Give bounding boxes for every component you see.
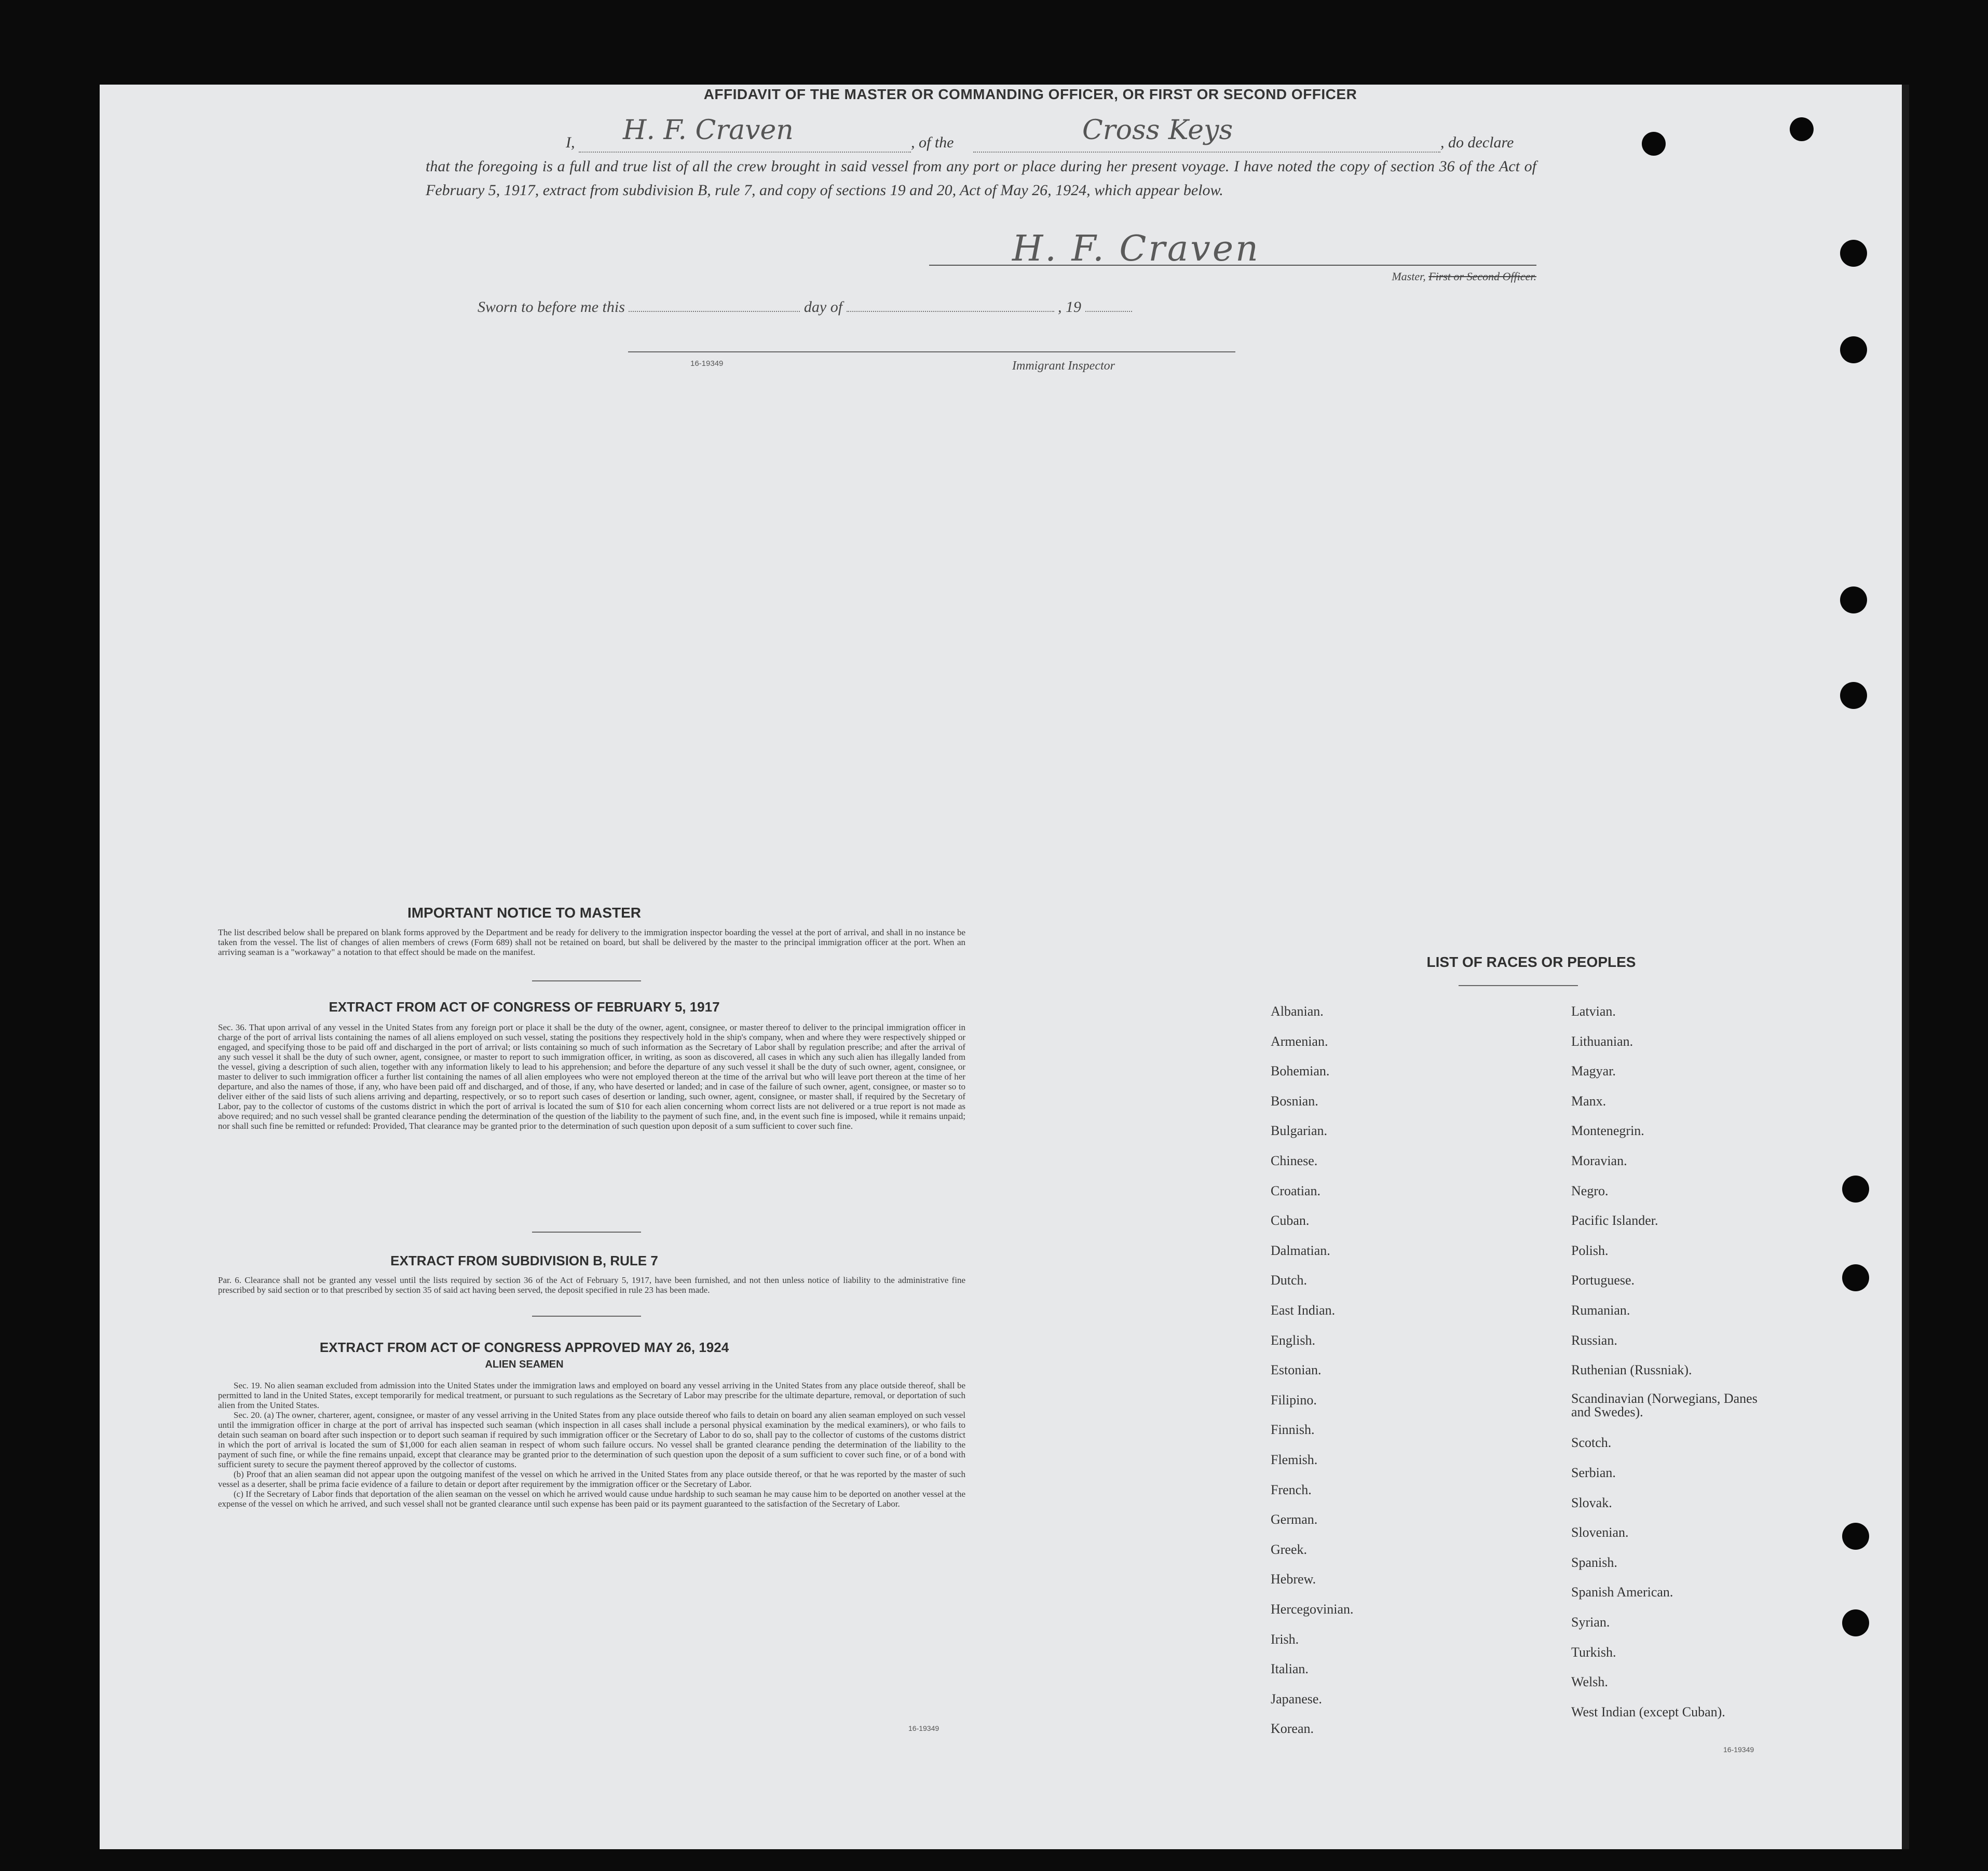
- race-item: Magyar.: [1571, 1063, 1616, 1079]
- race-item: Albanian.: [1271, 1004, 1324, 1019]
- races-heading: LIST OF RACES OR PEOPLES: [1426, 954, 1636, 970]
- sec-20c-text: (c) If the Secretary of Labor finds that deportation of the alien seaman on the vessel on which he arrived would cause undue hardship to such seaman he may cause him to be deported on another vessel at the expense of the vessel on which he arrived, and such vessel shall not be granted clearance until such expense has been paid or its payment guaranteed to the satisfaction of the Secretary of Labor.: [218, 1489, 965, 1509]
- form-number: 16-19349: [690, 359, 724, 368]
- race-item: Korean.: [1271, 1721, 1314, 1737]
- affidavit-lead: I,: [566, 134, 575, 151]
- race-item: Estonian.: [1271, 1362, 1322, 1378]
- race-item: Ruthenian (Russniak).: [1571, 1362, 1692, 1378]
- race-item: Scotch.: [1571, 1435, 1612, 1451]
- race-item: Hercegovinian.: [1271, 1602, 1354, 1617]
- race-item: East Indian.: [1271, 1303, 1336, 1318]
- sworn-day-field: [629, 297, 800, 312]
- notice-text: The list described below shall be prepared on blank forms approved by the Department and be ready for delivery to the immigration inspector boarding the vessel at the port of arrival, and shall in no instance be taken from the vessel. The list of changes of alien members of crews (Form 689) shall not be retained on board, but shall be delivered by the master to the principal immigration officer at the port. When an arriving seaman is a "workaway" a notation to that effect should be made on the manifest.: [218, 927, 965, 957]
- race-item: Croatian.: [1271, 1183, 1321, 1198]
- race-item: Bohemian.: [1271, 1063, 1330, 1079]
- punch-hole: [1840, 240, 1867, 267]
- race-item: Manx.: [1571, 1093, 1606, 1109]
- form-number: 16-19349: [1723, 1745, 1754, 1754]
- punch-hole: [1840, 586, 1867, 613]
- punch-hole: [1840, 682, 1867, 709]
- affidavit-title: AFFIDAVIT OF THE MASTER OR COMMANDING OFFICER, OR FIRST OR SECOND OFFICER: [703, 86, 1357, 102]
- race-item: German.: [1271, 1512, 1318, 1527]
- handwritten-vessel: Cross Keys: [1082, 115, 1233, 146]
- section-rule: [532, 1232, 641, 1233]
- form-number: 16-19349: [908, 1724, 939, 1732]
- race-item: English.: [1271, 1332, 1315, 1348]
- sec-19-text: Sec. 19. No alien seaman excluded from admission into the United States under the immigration laws and employed on board any vessel arriving in the United States from any place outside thereof, shall be permitted to land in the United States, except temporarily for medical treatment, or pursuant to such regulations as the Secretary of Labor may prescribe for the ultimate departure, removal, or deportation of such alien from the United States.: [218, 1381, 965, 1410]
- sworn-year-field: [1085, 297, 1132, 312]
- race-item: Scandinavian (Norwegians, Danes and Swedes).: [1571, 1390, 1758, 1419]
- race-item: Greek.: [1271, 1541, 1308, 1557]
- inspector-label: Immigrant Inspector: [1012, 359, 1115, 373]
- race-item: Irish.: [1271, 1631, 1299, 1647]
- race-item: Negro.: [1571, 1183, 1609, 1198]
- sworn-text-c: , 19: [1058, 298, 1082, 316]
- of-the-text: , of the: [911, 134, 954, 151]
- inspector-signature-line: [628, 351, 1235, 352]
- affidavit-paragraph: [426, 115, 1536, 202]
- punch-hole: [1842, 1523, 1869, 1550]
- race-item: Latvian.: [1571, 1004, 1616, 1019]
- punch-hole: [1840, 336, 1867, 363]
- extract-1924-subheading: ALIEN SEAMEN: [485, 1359, 564, 1370]
- race-item: Flemish.: [1271, 1452, 1318, 1467]
- sec-20b-text: (b) Proof that an alien seaman did not appear upon the outgoing manifest of the vessel on which he arrived in the United States from any place outside thereof, or that he was reported by the master of such vessel as a deserter, shall be prima facie evidence of a failure to detain or deport after requirement by the immigration officer or the Secretary of Labor.: [218, 1469, 965, 1489]
- punch-hole: [1842, 1176, 1869, 1203]
- race-item: Bosnian.: [1271, 1093, 1318, 1109]
- master-signature: H. F. Craven: [1012, 228, 1260, 269]
- race-item: Cuban.: [1271, 1213, 1310, 1228]
- sworn-month-field: [847, 297, 1054, 312]
- race-item: Portuguese.: [1571, 1273, 1635, 1288]
- race-item: Pacific Islander.: [1571, 1213, 1658, 1228]
- extract-1924-heading: EXTRACT FROM ACT OF CONGRESS APPROVED MAY 26, 1924: [319, 1340, 729, 1355]
- struck-officer-text: First or Second Officer.: [1428, 270, 1536, 283]
- race-item: Montenegrin.: [1571, 1123, 1644, 1139]
- extract-1917-text: Sec. 36. That upon arrival of any vessel in the United States from any foreign port or place it shall be the duty of the owner, agent, consignee, or master thereof to deliver to the principal immigration officer in charge of the port of arrival lists containing the names of all aliens employed on such vessel, stating the positions they respectively hold in the ship's company, when and where they were respectively shipped or engaged, and specifying those to be paid off and discharged in the port of arrival; or lists containing so much of such information as the Secretary of Labor shall by regulation prescribe; and after the arrival of any such vessel it shall be the duty of such owner, agent, consignee, or master to report to such immigration officer, in writing, as soon as discovered, all cases in which any such alien has illegally landed from the vessel, giving a description of such alien, together with any information likely to lead to his apprehension; and before the departure of any such vessel it shall be the duty of such owner, agent, consignee, or master to deliver to such immigration officer a further list containing the names of all alien employees who were not employed thereon at the time of the arrival but who will leave port thereon at the time of her departure, and also the names of those, if any, who have been paid off and discharged, and of those, if any, who have deserted or landed; and in case of the failure of such owner, agent, consignee, or master so to deliver either of the said lists of such aliens arriving and departing, respectively, or so to report such cases of desertion or landing, such owner, agent, consignee, or master shall, if required by the Secretary of Labor, pay to the collector of customs of the customs district in which the port of arrival is located the sum of $10 for each alien concerning whom correct lists are not delivered or a true report is not made as above required; and no such vessel shall be granted clearance pending the determination of the question of the liability to the payment of such fine, and, in the event such fine is imposed, while it remains unpaid; nor shall such fine be remitted or refunded: Provided, That clearance may be granted prior to the determination of such question upon deposit of a sum sufficient to cover such fine.: [218, 1022, 965, 1131]
- punch-hole: [1842, 1609, 1869, 1636]
- race-item: French.: [1271, 1482, 1312, 1497]
- handwritten-name: H. F. Craven: [623, 115, 794, 146]
- affidavit-body: that the foregoing is a full and true list of all the crew brought in said vessel from any port or place during her present voyage. I have noted the copy of section 36 of the Act of February 5, 1917, extract from subdivision B, rule 7, and copy of sections 19 and 20, Act of May 26, 1924, which appear below.: [426, 158, 1536, 199]
- race-item: Slovenian.: [1571, 1525, 1629, 1540]
- race-item: Serbian.: [1571, 1465, 1616, 1480]
- race-item: Japanese.: [1271, 1691, 1322, 1706]
- race-item: Turkish.: [1571, 1644, 1616, 1660]
- race-item: Dutch.: [1271, 1273, 1308, 1288]
- extract-1924-text: [218, 1381, 965, 1509]
- sworn-text-a: Sworn to before me this: [478, 298, 625, 316]
- affidavit-first-line: [426, 115, 1536, 155]
- punch-hole: [1642, 132, 1666, 156]
- race-item: Hebrew.: [1271, 1572, 1316, 1587]
- race-item: West Indian (except Cuban).: [1571, 1704, 1725, 1719]
- race-item: Bulgarian.: [1271, 1123, 1328, 1139]
- sworn-statement: [478, 297, 1132, 316]
- extract-1917-heading: EXTRACT FROM ACT OF CONGRESS OF FEBRUARY 5, 1917: [329, 999, 720, 1015]
- race-item: Moravian.: [1571, 1153, 1627, 1168]
- do-declare-text: , do declare: [1440, 134, 1514, 151]
- extract-rule7-heading: EXTRACT FROM SUBDIVISION B, RULE 7: [390, 1253, 658, 1268]
- signature-line: [929, 265, 1536, 266]
- section-rule: [532, 1316, 641, 1317]
- race-item: Slovak.: [1571, 1495, 1612, 1510]
- race-item: Russian.: [1571, 1332, 1617, 1348]
- punch-hole: [1842, 1264, 1869, 1291]
- race-item: Syrian.: [1571, 1615, 1610, 1630]
- master-label: [1246, 270, 1536, 283]
- race-item: Spanish.: [1571, 1554, 1617, 1570]
- race-item: Dalmatian.: [1271, 1242, 1330, 1258]
- race-item: Welsh.: [1571, 1674, 1608, 1690]
- sec-20a-text: Sec. 20. (a) The owner, charterer, agent, consignee, or master of any vessel arriving in the United States from any place outside thereof who fails to detain on board any alien seaman employed on such vessel until the immigration officer in charge at the port of arrival has inspected such seaman (which inspection in all cases shall include a personal physical examination by the medical examiners), or who fails to detain such seaman on board after such inspection or to deport such seaman if required by such immigration officer or the Secretary of Labor to do so, shall pay to the collector of customs of the customs district in which the port of arrival is located the sum of $1,000 for each alien seaman in respect of whom such failure occurs. No vessel shall be granted clearance pending the determination of the liability to the payment of such fine, or while the fine remains unpaid, except that clearance may be granted prior to the determination of such question upon the deposit of a sum sufficient to cover such fine, or of a bond with sufficient surety to secure the payment thereof approved by the collector of customs.: [218, 1410, 965, 1469]
- punch-hole: [1790, 117, 1814, 141]
- race-item: Armenian.: [1271, 1033, 1328, 1049]
- race-item: Polish.: [1571, 1242, 1609, 1258]
- sworn-text-b: day of: [804, 298, 843, 316]
- race-item: Finnish.: [1271, 1422, 1315, 1438]
- master-word: Master,: [1392, 270, 1426, 283]
- race-item: Italian.: [1271, 1661, 1309, 1677]
- races-rule: [1459, 985, 1578, 986]
- race-item: Spanish American.: [1571, 1585, 1673, 1600]
- section-rule: [532, 980, 641, 981]
- race-item: Lithuanian.: [1571, 1033, 1633, 1049]
- race-item: Chinese.: [1271, 1153, 1318, 1168]
- notice-heading: IMPORTANT NOTICE TO MASTER: [407, 905, 642, 921]
- race-item: Filipino.: [1271, 1392, 1317, 1408]
- extract-rule7-text: Par. 6. Clearance shall not be granted any vessel until the lists required by section 36 of the Act of February 5, 1917, have been furnished, and not then unless notice of liability to the administrative fine prescribed by said section or to that prescribed by section 35 of said act having been served, the deposit specified in rule 23 has been made.: [218, 1275, 965, 1295]
- sheet-edge: [1902, 85, 1909, 1849]
- race-item: Rumanian.: [1571, 1303, 1630, 1318]
